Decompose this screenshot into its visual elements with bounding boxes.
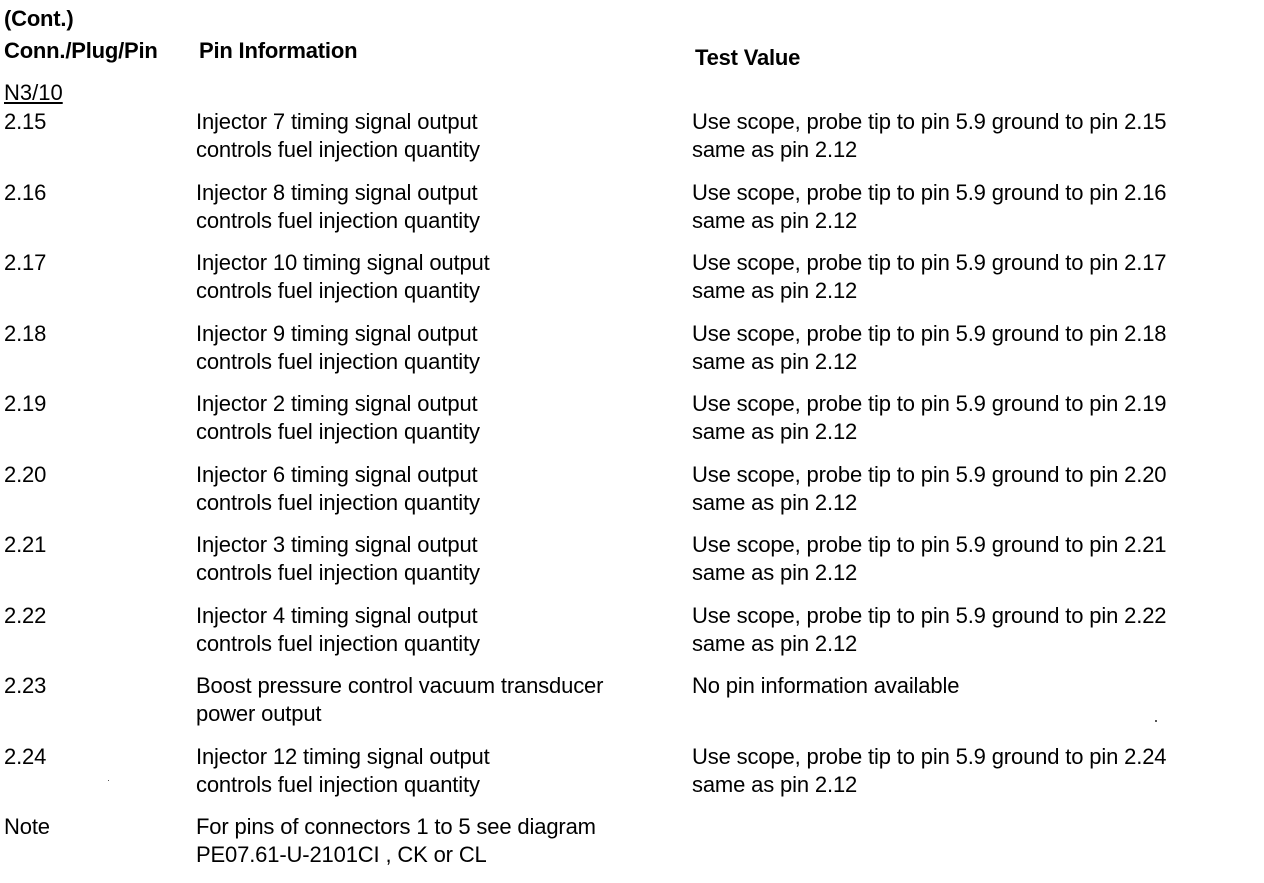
pin-cell: 2.20 [4,461,47,487]
table-row-note [0,813,1264,883]
scan-speck [1155,720,1157,722]
test-cell [692,602,1166,658]
info-cell [196,108,480,164]
info-line: Injector 9 timing signal output [196,320,478,346]
info-line: controls fuel injection quantity [196,489,480,515]
test-line: same as pin 2.12 [692,771,858,797]
pin-cell: 2.23 [4,673,47,698]
test-line: same as pin 2.12 [692,137,858,162]
info-cell [196,531,480,587]
info-line: controls fuel injection quantity [196,560,480,585]
test-line: same as pin 2.12 [692,207,858,233]
info-line: controls fuel injection quantity [196,278,480,303]
info-cell [196,602,480,658]
test-line: Use scope, probe tip to pin 5.9 ground to pin 2.19 [692,391,1167,416]
pin-cell: 2.18 [4,320,47,346]
test-cell [692,672,959,700]
test-line: Use scope, probe tip to pin 5.9 ground to pin 2.17 [692,250,1167,275]
test-line: Use scope, probe tip to pin 5.9 ground to pin 2.22 [692,602,1167,628]
info-line: controls fuel injection quantity [196,348,480,374]
test-line: Use scope, probe tip to pin 5.9 ground to pin 2.16 [692,179,1167,205]
pin-cell: 2.21 [4,532,47,557]
table-row [0,672,1264,743]
info-line: controls fuel injection quantity [196,630,480,656]
info-line: Injector 12 timing signal output [196,743,490,769]
info-line: Injector 2 timing signal output [196,391,478,416]
table-row [0,461,1264,532]
test-line: same as pin 2.12 [692,348,858,374]
test-line: No pin information available [692,673,960,698]
test-cell [692,461,1166,517]
test-line: Use scope, probe tip to pin 5.9 ground to pin 2.18 [692,320,1167,346]
test-cell [692,320,1166,376]
info-cell [196,249,490,305]
test-cell [692,179,1166,235]
info-line: Injector 10 timing signal output [196,250,490,275]
table-row [0,320,1264,391]
table-row [0,108,1264,179]
pin-table [0,108,1264,883]
note-label: Note [4,814,50,839]
info-line: Injector 4 timing signal output [196,602,478,628]
info-line: controls fuel injection quantity [196,207,480,233]
test-line: Use scope, probe tip to pin 5.9 ground to pin 2.24 [692,743,1167,769]
info-cell [196,179,480,235]
note-text [196,813,596,869]
table-row [0,743,1264,814]
test-cell [692,249,1166,305]
table-row [0,390,1264,461]
info-cell [196,672,603,728]
info-line: controls fuel injection quantity [196,419,480,444]
info-line: Injector 7 timing signal output [196,109,478,134]
note-line: PE07.61-U-2101CI , CK or CL [196,842,487,867]
test-line: Use scope, probe tip to pin 5.9 ground to pin 2.20 [692,461,1167,487]
info-line: controls fuel injection quantity [196,771,480,797]
info-cell [196,320,480,376]
column-header-pin-info: Pin Information [199,38,358,63]
scan-speck [108,780,109,781]
table-row [0,179,1264,250]
test-line: same as pin 2.12 [692,419,858,444]
table-row [0,602,1264,673]
pin-cell: 2.24 [4,743,47,769]
info-line: Injector 8 timing signal output [196,179,478,205]
info-line: power output [196,701,322,726]
pin-cell: 2.15 [4,109,47,134]
table-row [0,531,1264,602]
column-header-test-value: Test Value [695,45,801,70]
pin-cell: 2.17 [4,250,47,275]
test-line: same as pin 2.12 [692,278,858,303]
table-row [0,249,1264,320]
test-cell [692,531,1166,587]
test-cell [692,108,1166,164]
info-line: controls fuel injection quantity [196,137,480,162]
test-line: same as pin 2.12 [692,489,858,515]
pin-cell: 2.16 [4,179,47,205]
note-line: For pins of connectors 1 to 5 see diagram [196,814,596,839]
test-line: same as pin 2.12 [692,630,858,656]
pin-cell: 2.22 [4,602,47,628]
connector-group-label: N3/10 [4,80,63,105]
pin-cell: 2.19 [4,391,47,416]
test-line: same as pin 2.12 [692,560,858,585]
info-line: Injector 3 timing signal output [196,532,478,557]
test-cell [692,390,1166,446]
test-line: Use scope, probe tip to pin 5.9 ground to pin 2.21 [692,532,1167,557]
info-cell [196,461,480,517]
info-line: Injector 6 timing signal output [196,461,478,487]
continued-label: (Cont.) [4,6,74,31]
column-header-conn: Conn./Plug/Pin [4,38,158,63]
info-line: Boost pressure control vacuum transducer [196,673,604,698]
test-cell [692,743,1166,799]
info-cell [196,743,490,799]
test-line: Use scope, probe tip to pin 5.9 ground to pin 2.15 [692,109,1167,134]
info-cell [196,390,480,446]
